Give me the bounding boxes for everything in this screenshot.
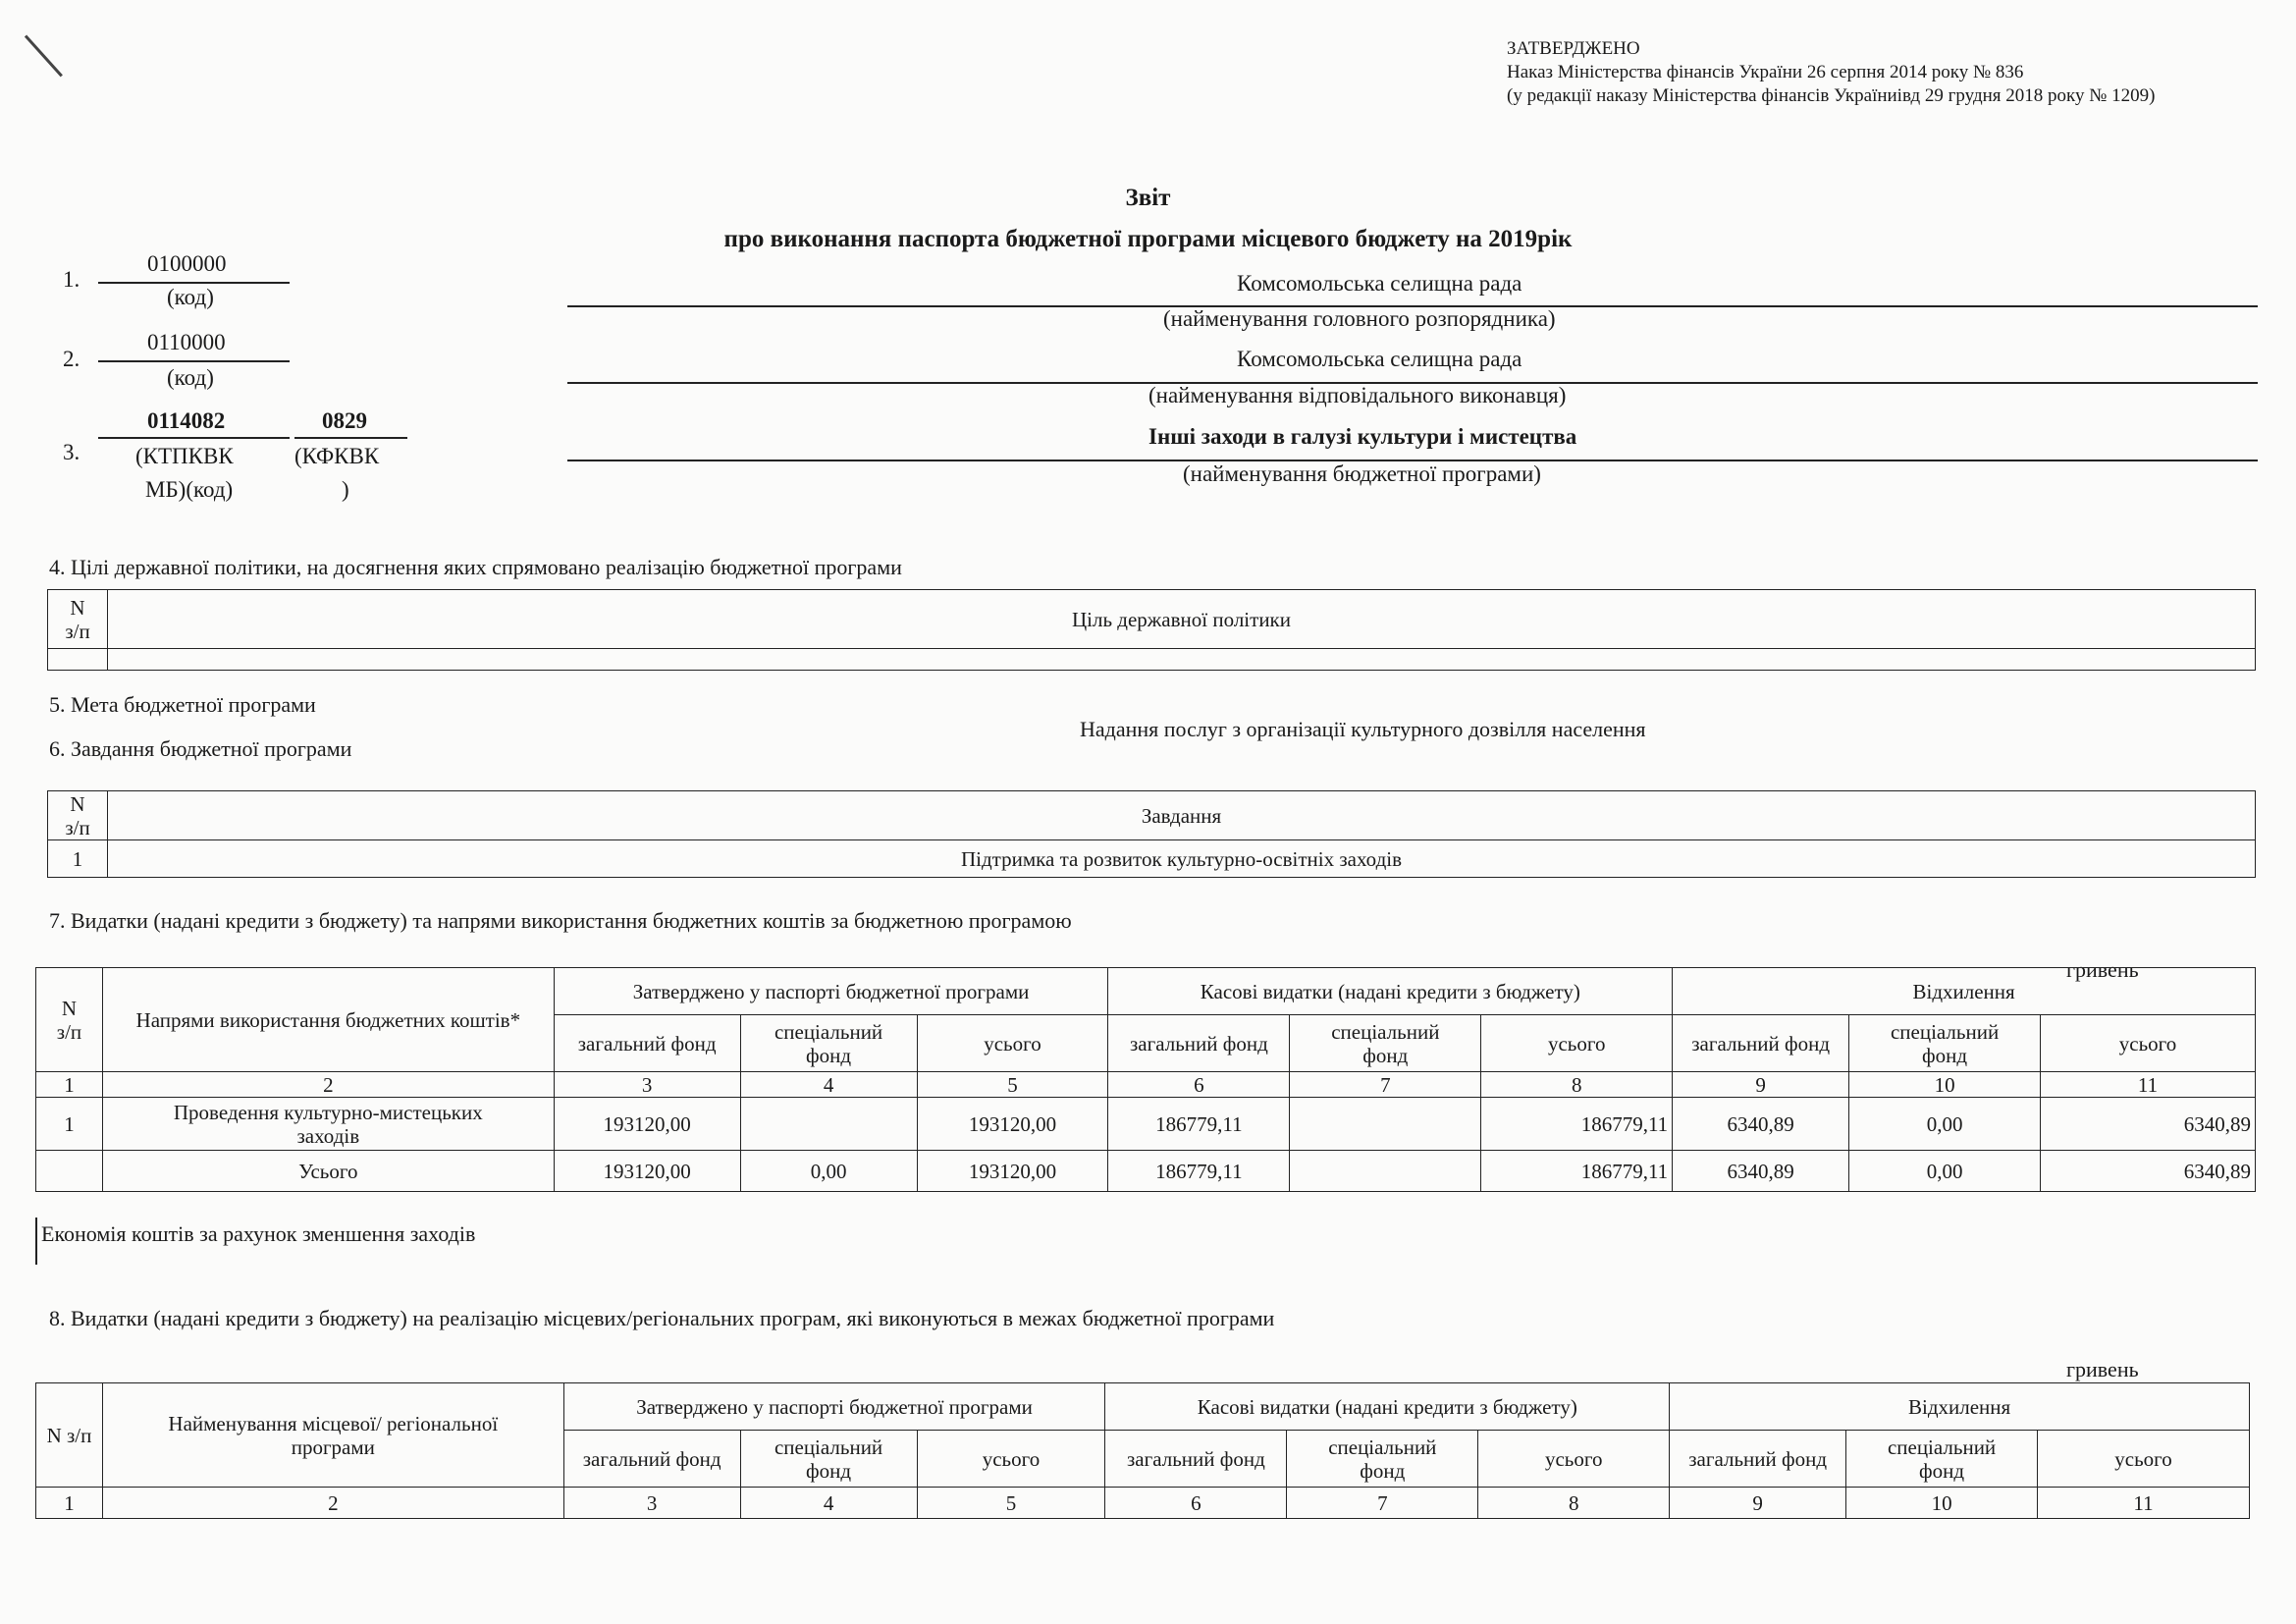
col-num: 5 bbox=[917, 1488, 1105, 1519]
col-num: 3 bbox=[563, 1488, 740, 1519]
section6-table bbox=[47, 790, 2256, 878]
s8-h-approved-general: загальний фонд bbox=[563, 1431, 740, 1488]
s8-h-cash-total: усього bbox=[1478, 1431, 1670, 1488]
s7-row1-dev-general: 6340,89 bbox=[1673, 1098, 1849, 1151]
section4-empty-goal bbox=[108, 649, 2256, 671]
approval-title: ЗАТВЕРДЖЕНО bbox=[1507, 38, 1640, 59]
col-num: 2 bbox=[102, 1488, 563, 1519]
s7-total-approved-special: 0,00 bbox=[740, 1151, 917, 1192]
item2-name: Комсомольська селищна рада bbox=[1237, 347, 1522, 371]
item2-code-line bbox=[98, 360, 290, 362]
col-num: 11 bbox=[2038, 1488, 2250, 1519]
section6-label: 6. Завдання бюджетної програми bbox=[49, 736, 352, 761]
s7-row1-approved-general: 193120,00 bbox=[554, 1098, 740, 1151]
section6-header-task: Завдання bbox=[108, 791, 2256, 840]
s7-row1-cash-special bbox=[1290, 1098, 1481, 1151]
col-num: 8 bbox=[1478, 1488, 1670, 1519]
col-num: 10 bbox=[1846, 1488, 2038, 1519]
s7-h-dev-total: усього bbox=[2041, 1015, 2256, 1072]
s8-h-dev-special: спеціальний фонд bbox=[1846, 1431, 2038, 1488]
item1-code-line bbox=[98, 282, 290, 284]
item1-code: 0100000 bbox=[147, 251, 227, 276]
item1-code-label: (код) bbox=[167, 285, 214, 309]
s8-h-dev-total: усього bbox=[2038, 1431, 2250, 1488]
section5-label: 5. Мета бюджетної програми bbox=[49, 692, 316, 717]
approval-line-1: Наказ Міністерства фінансів України 26 серпня 2014 року № 836 bbox=[1507, 62, 2024, 82]
col-num: 2 bbox=[102, 1072, 554, 1098]
pen-mark bbox=[25, 34, 63, 77]
item2-code-label: (код) bbox=[167, 365, 214, 390]
approval-line-2: (у редакції наказу Міністерства фінансів Україниівд 29 грудня 2018 року № 1209) bbox=[1507, 85, 2156, 106]
s8-h-approved-total: усього bbox=[917, 1431, 1105, 1488]
col-num: 11 bbox=[2041, 1072, 2256, 1098]
col-num: 1 bbox=[36, 1072, 103, 1098]
col-num: 7 bbox=[1290, 1072, 1481, 1098]
approval-block bbox=[1507, 37, 2155, 108]
s7-note-border bbox=[35, 1218, 37, 1265]
s8-header-approved: Затверджено у паспорті бюджетної програми bbox=[563, 1383, 1105, 1431]
item1-name-label: (найменування головного розпорядника) bbox=[1163, 306, 1556, 331]
item3-code: 0114082 bbox=[147, 408, 226, 433]
item1-number: 1. bbox=[63, 267, 80, 292]
col-num: 5 bbox=[917, 1072, 1108, 1098]
table-row-total bbox=[36, 1151, 2256, 1192]
section8-table bbox=[35, 1382, 2250, 1519]
col-num: 4 bbox=[740, 1072, 917, 1098]
item3-code-label-b: МБ)(код) bbox=[145, 477, 234, 502]
s7-header-direction: Напрями використання бюджетних коштів* bbox=[102, 968, 554, 1072]
s8-h-approved-special: спеціальний фонд bbox=[740, 1431, 917, 1488]
s8-header-name: Найменування місцевої/ регіональної програми bbox=[102, 1383, 563, 1488]
s8-header-deviation: Відхилення bbox=[1670, 1383, 2250, 1431]
section4-table bbox=[47, 589, 2256, 671]
report-subtitle: про виконання паспорта бюджетної програми місцевого бюджету на 2019рік bbox=[723, 226, 1573, 252]
section8-label: 8. Видатки (надані кредити з бюджету) на реалізацію місцевих/регіональних програм, які виконуються в межах бюджетної програми bbox=[49, 1306, 1275, 1330]
col-num: 1 bbox=[36, 1488, 103, 1519]
s8-column-numbers bbox=[36, 1488, 2250, 1519]
s8-h-cash-general: загальний фонд bbox=[1105, 1431, 1287, 1488]
s7-total-dev-general: 6340,89 bbox=[1673, 1151, 1849, 1192]
s8-h-cash-special: спеціальний фонд bbox=[1287, 1431, 1478, 1488]
section6-row-task: Підтримка та розвиток культурно-освітніх заходів bbox=[108, 840, 2256, 878]
section5-value: Надання послуг з організації культурного дозвілля населення bbox=[1080, 717, 1646, 741]
section6-header-n: N з/п bbox=[48, 791, 108, 840]
s7-row1-approved-total: 193120,00 bbox=[917, 1098, 1108, 1151]
s7-row1-approved-special bbox=[740, 1098, 917, 1151]
s7-header-n: N з/п bbox=[36, 968, 103, 1072]
s7-h-approved-special: спеціальний фонд bbox=[740, 1015, 917, 1072]
col-num: 9 bbox=[1673, 1072, 1849, 1098]
s7-row1-cash-total: 186779,11 bbox=[1481, 1098, 1673, 1151]
s7-total-label: Усього bbox=[102, 1151, 554, 1192]
s7-h-cash-total: усього bbox=[1481, 1015, 1673, 1072]
report-title: Звіт bbox=[1125, 185, 1171, 211]
s7-total-cash-special bbox=[1290, 1151, 1481, 1192]
item1-name: Комсомольська селищна рада bbox=[1237, 271, 1522, 296]
s8-h-dev-general: загальний фонд bbox=[1670, 1431, 1846, 1488]
s7-total-dev-special: 0,00 bbox=[1849, 1151, 2041, 1192]
item3-kfkvk-line bbox=[294, 437, 407, 439]
s7-header-cash: Касові видатки (надані кредити з бюджету) bbox=[1108, 968, 1673, 1015]
s7-row1-dev-special: 0,00 bbox=[1849, 1098, 2041, 1151]
s7-note: Економія коштів за рахунок зменшення заходів bbox=[41, 1221, 476, 1246]
s8-header-cash: Касові видатки (надані кредити з бюджету) bbox=[1105, 1383, 1670, 1431]
s7-row1-name: Проведення культурно-мистецьких заходів bbox=[102, 1098, 554, 1151]
s7-row1-cash-general: 186779,11 bbox=[1108, 1098, 1290, 1151]
col-num: 6 bbox=[1105, 1488, 1287, 1519]
item3-kfkvk-label-a: (КФКВК bbox=[294, 444, 380, 468]
section6-row-n: 1 bbox=[48, 840, 108, 878]
section7-label: 7. Видатки (надані кредити з бюджету) та напрями використання бюджетних коштів за бюджетною програмою bbox=[49, 908, 1072, 933]
s7-header-approved: Затверджено у паспорті бюджетної програми bbox=[554, 968, 1108, 1015]
col-num: 10 bbox=[1849, 1072, 2041, 1098]
item3-code-line bbox=[98, 437, 290, 439]
item3-name: Інші заходи в галузі культури і мистецтва bbox=[1148, 424, 1577, 449]
section4-header-goal: Ціль державної політики bbox=[108, 590, 2256, 649]
s7-h-cash-special: спеціальний фонд bbox=[1290, 1015, 1481, 1072]
s7-total-approved-total: 193120,00 bbox=[917, 1151, 1108, 1192]
section7-table bbox=[35, 967, 2256, 1192]
item2-name-label: (найменування відповідального виконавця) bbox=[1148, 383, 1567, 407]
table-row bbox=[36, 1098, 2256, 1151]
col-num: 7 bbox=[1287, 1488, 1478, 1519]
s7-total-cash-total: 186779,11 bbox=[1481, 1151, 1673, 1192]
item2-code: 0110000 bbox=[147, 330, 226, 354]
col-num: 9 bbox=[1670, 1488, 1846, 1519]
s7-total-cash-general: 186779,11 bbox=[1108, 1151, 1290, 1192]
s7-h-dev-general: загальний фонд bbox=[1673, 1015, 1849, 1072]
item3-kfkvk-label-b: ) bbox=[342, 477, 349, 502]
s7-header-deviation: Відхилення bbox=[1673, 968, 2256, 1015]
s7-h-approved-total: усього bbox=[917, 1015, 1108, 1072]
s7-h-dev-special: спеціальний фонд bbox=[1849, 1015, 2041, 1072]
s7-column-numbers bbox=[36, 1072, 2256, 1098]
section4-header-n: N з/п bbox=[48, 590, 108, 649]
s7-row1-dev-total: 6340,89 bbox=[2041, 1098, 2256, 1151]
s7-h-approved-general: загальний фонд bbox=[554, 1015, 740, 1072]
item2-number: 2. bbox=[63, 347, 80, 371]
section4-empty-n bbox=[48, 649, 108, 671]
s7-row1-n: 1 bbox=[36, 1098, 103, 1151]
item3-name-label: (найменування бюджетної програми) bbox=[1183, 461, 1541, 486]
section8-unit: гривень bbox=[2066, 1357, 2139, 1381]
col-num: 6 bbox=[1108, 1072, 1290, 1098]
item3-code-label-a: (КТПКВК bbox=[135, 444, 234, 468]
table-row bbox=[48, 840, 2256, 878]
s7-total-dev-total: 6340,89 bbox=[2041, 1151, 2256, 1192]
item3-kfkvk-code: 0829 bbox=[322, 408, 367, 433]
section7-unit: гривень bbox=[2066, 957, 2139, 982]
s8-header-n: N з/п bbox=[36, 1383, 103, 1488]
col-num: 8 bbox=[1481, 1072, 1673, 1098]
s7-total-approved-general: 193120,00 bbox=[554, 1151, 740, 1192]
s7-h-cash-general: загальний фонд bbox=[1108, 1015, 1290, 1072]
item3-number: 3. bbox=[63, 440, 80, 464]
s7-total-n bbox=[36, 1151, 103, 1192]
col-num: 3 bbox=[554, 1072, 740, 1098]
col-num: 4 bbox=[740, 1488, 917, 1519]
section4-label: 4. Цілі державної політики, на досягнення яких спрямовано реалізацію бюджетної програми bbox=[49, 555, 902, 579]
